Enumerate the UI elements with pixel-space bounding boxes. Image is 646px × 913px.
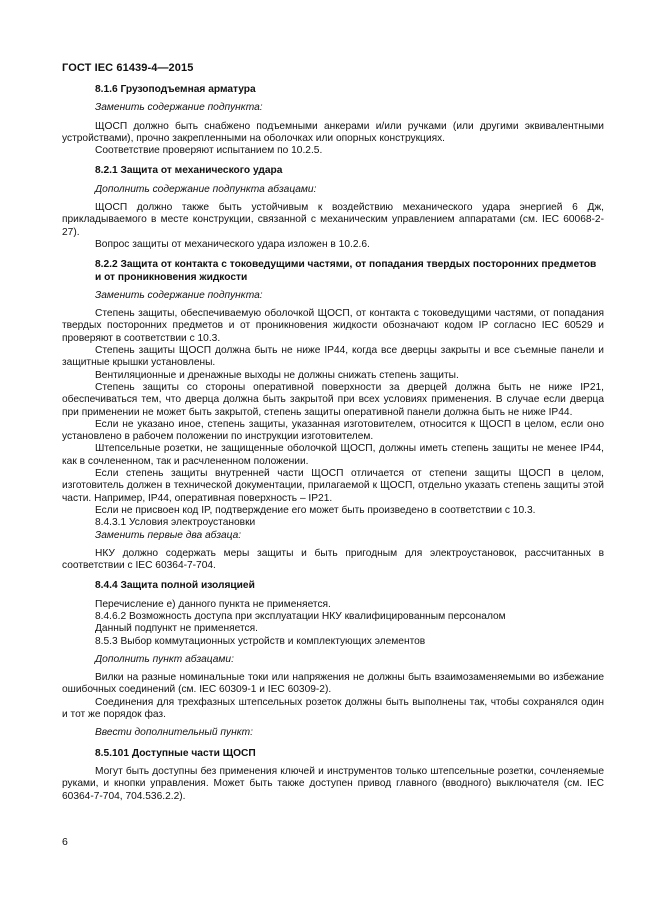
paragraph-8-2-2-6: Штепсельные розетки, не защищенные оболочкой ЩОСП, должны иметь степень защиты не менее IP44, как в сочлененном, так и расчлененном положении. (62, 443, 604, 467)
paragraph-8-5-3-2: Соединения для трехфазных штепсельных розеток должны быть выполнены так, чтобы сохранялся один и тот же порядок фаз. (62, 696, 604, 721)
paragraph-8-2-1-1: ЩОСП должно также быть устойчивым к воздействию механического удара энергией 6 Дж, прикладываемого в месте конструкции, связанной с механическим управлением аппаратами (см. IEC 60068-2-27). (62, 202, 604, 238)
paragraph-8-1-6-2: Соответствие проверяют испытанием по 10.2.5. (95, 145, 323, 157)
paragraph-8-5-101-1: Могут быть доступны без применения ключей и инструментов только штепсельные розетки, сочленяемые руками, и кнопки управления. Может быть также доступен привод главного (вводного) выключателя (см. IEC 60364-7-704, 704.536.2.2). (62, 765, 604, 802)
paragraph-8-5-3-title: 8.5.3 Выбор коммутационных устройств и комплектующих элементов (95, 635, 426, 647)
paragraph-8-4-6-2-title: 8.4.6.2 Возможность доступа при эксплуатации НКУ квалифицированным персоналом (95, 610, 506, 622)
instruction-8-2-2: Заменить содержание подпункта: (95, 289, 263, 301)
paragraph-8-2-1-2: Вопрос защиты от механического удара изложен в 10.2.6. (95, 238, 370, 250)
heading-8-2-2: 8.2.2 Защита от контакта с токоведущими частями, от попадания твердых посторонних предметов и от проникновения жидкости (95, 259, 597, 283)
paragraph-8-2-2-5: Если не указано иное, степень защиты, указанная изготовителем, относится к ЩОСП в целом, если оно установлено в рабочем положении по инструкции изготовителем. (62, 418, 604, 443)
paragraph-8-2-2-3: Вентиляционные и дренажные выходы не должны снижать степень защиты. (95, 369, 459, 381)
paragraph-8-1-6-1: ЩОСП должно быть снабжено подъемными анкерами и/или ручками (или другими эквивалентными устройствами), прочно закрепленными на оболочках или опорных конструкциях. (62, 120, 604, 144)
standard-designation: ГОСТ IEC 61439-4—2015 (62, 62, 194, 74)
instruction-8-1-6: Заменить содержание подпункта: (95, 102, 263, 114)
instruction-add-clause: Ввести дополнительный пункт: (95, 727, 253, 739)
paragraph-8-2-2-8: Если не присвоен код IP, подтверждение его может быть произведено в соответствии с 10.3. (95, 504, 536, 516)
heading-8-2-1: 8.2.1 Защита от механического удара (95, 165, 283, 177)
paragraph-8-5-3-1: Вилки на разные номинальные токи или напряжения не должны быть взаимозаменяемыми во избежание ошибочных соединений (см. IEC 60309-1 и IEC 60309-2). (62, 672, 604, 696)
paragraph-8-2-2-4: Степень защиты со стороны оперативной поверхности за дверцей должна быть не ниже IP21, обеспечиваться тем, что дверца должна быть закрытой при всех условиях применения. В случае если дверца при применении не может быть закрытой, степень защиты оперативной панели должна быть не ниже IP44. (62, 381, 604, 418)
instruction-8-2-1: Дополнить содержание подпункта абзацами: (95, 183, 317, 195)
paragraph-8-2-2-7: Если степень защиты внутренней части ЩОСП отличается от степени защиты ЩОСП в целом, изготовитель должен в технической документации, прилагаемой к ЩОСП, отдельно указать степень защиты этой части. Например, IP44, оперативная поверхность – IP21. (62, 468, 604, 504)
page-number: 6 (62, 836, 68, 848)
page-body (62, 84, 604, 803)
paragraph-8-4-3-1-1: НКУ должно содержать меры защиты и быть пригодным для электроустановок, рассчитанных в соответствии с IEC 60364-7-704. (62, 547, 604, 572)
paragraph-8-4-3-1-title: 8.4.3.1 Условия электроустановки (95, 517, 256, 529)
paragraph-8-4-4-1: Перечисление е) данного пункта не применяется. (95, 598, 331, 610)
instruction-8-5-3: Дополнить пункт абзацами: (95, 653, 234, 665)
paragraph-8-2-2-2: Степень защиты ЩОСП должна быть не ниже IP44, когда все дверцы закрыты и все съемные панели и защитные крышки установлены. (62, 345, 604, 369)
instruction-8-4-3-1: Заменить первые два абзаца: (95, 529, 242, 541)
paragraph-8-2-2-1: Степень защиты, обеспечиваемую оболочкой ЩОСП, от контакта с токоведущими частями, от попадания твердых посторонних предметов и от проникновения жидкости обозначают кодом IP согласно IEC 60529 и проверяют в соответствии с 10.3. (62, 308, 604, 344)
heading-8-4-4: 8.4.4 Защита полной изоляцией (95, 580, 255, 592)
heading-8-1-6: 8.1.6 Грузоподъемная арматура (95, 84, 256, 95)
heading-8-5-101: 8.5.101 Доступные части ЩОСП (95, 747, 256, 759)
paragraph-8-4-6-2-1: Данный подпункт не применяется. (95, 623, 258, 635)
